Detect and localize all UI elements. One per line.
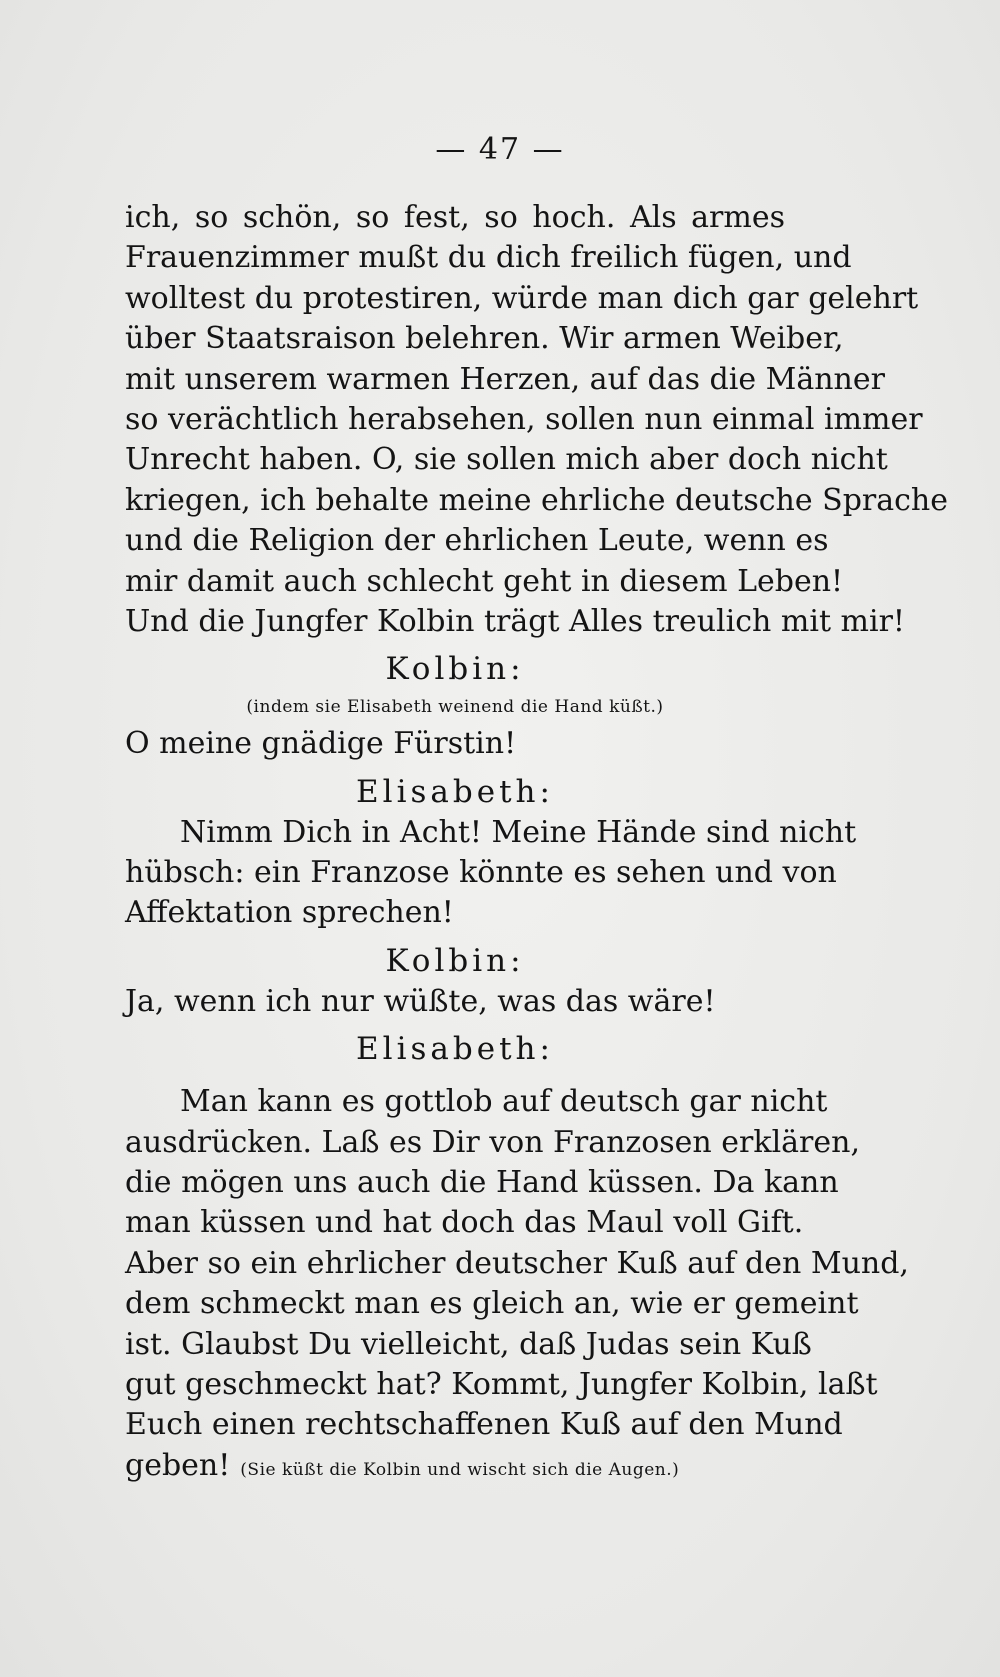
text-line: Und die Jungfer Kolbin trägt Alles treulich mit mir! <box>125 603 905 639</box>
text-line: Euch einen rechtschaffenen Kuß auf den Mund <box>125 1407 843 1443</box>
text-line: mir damit auch schlecht geht in diesem Leben! <box>125 563 844 599</box>
stage-direction-inline: (Sie küßt die Kolbin und wischt sich die Augen.) <box>240 1459 680 1480</box>
text-line-final <box>125 1446 785 1486</box>
speaker-name-kolbin: Kolbin: <box>385 651 525 688</box>
text-line: ist. Glaubst Du vielleicht, daß Judas sein Kuß <box>125 1326 812 1362</box>
text-line: Nimm Dich in Acht! Meine Hände sind nicht <box>180 814 857 850</box>
stage-direction: (indem sie Elisabeth weinend die Hand küßt.) <box>246 697 664 718</box>
text-line: hübsch: ein Franzose könnte es sehen und von <box>125 855 837 891</box>
text-line: Aber so ein ehrlicher deutscher Kuß auf den Mund, <box>125 1245 909 1281</box>
text-line: wolltest du protestiren, würde man dich gar gelehrt <box>125 280 919 316</box>
text-line: kriegen, ich behalte meine ehrliche deutsche Sprache <box>125 482 949 518</box>
page-number: — 47 — <box>435 132 565 167</box>
text-line: dem schmeckt man es gleich an, wie er gemeint <box>125 1286 859 1322</box>
text-line: gut geschmeckt hat? Kommt, Jungfer Kolbin, laßt <box>125 1366 878 1402</box>
text-block <box>125 198 949 1486</box>
text-line: Ja, wenn ich nur wüßte, was das wäre! <box>125 983 716 1019</box>
text-line: mit unserem warmen Herzen, auf das die Männer <box>125 361 885 397</box>
final-line-text: geben! <box>125 1447 231 1483</box>
speaker-name-kolbin: Kolbin: <box>385 942 525 979</box>
speaker-name-elisabeth: Elisabeth: <box>356 1031 554 1068</box>
text-line: über Staatsraison belehren. Wir armen Weiber, <box>125 321 844 357</box>
text-line: O meine gnädige Fürstin! <box>125 726 517 762</box>
text-line: ich, so schön, so fest, so hoch. Als armes <box>125 200 785 235</box>
text-line: Man kann es gottlob auf deutsch gar nicht <box>180 1084 828 1120</box>
text-line: man küssen und hat doch das Maul voll Gift. <box>125 1205 804 1241</box>
text-line: und die Religion der ehrlichen Leute, wenn es <box>125 523 829 559</box>
speaker-name-elisabeth: Elisabeth: <box>356 773 554 810</box>
text-line: Frauenzimmer mußt du dich freilich fügen, und <box>125 240 852 276</box>
text-line: ausdrücken. Laß es Dir von Franzosen erklären, <box>125 1124 860 1160</box>
text-line: Affektation sprechen! <box>125 895 454 931</box>
text-line: Unrecht haben. O, sie sollen mich aber doch nicht <box>125 442 888 478</box>
text-line: so verächtlich herabsehen, sollen nun einmal immer <box>125 401 923 437</box>
text-line: die mögen uns auch die Hand küssen. Da kann <box>125 1165 839 1201</box>
